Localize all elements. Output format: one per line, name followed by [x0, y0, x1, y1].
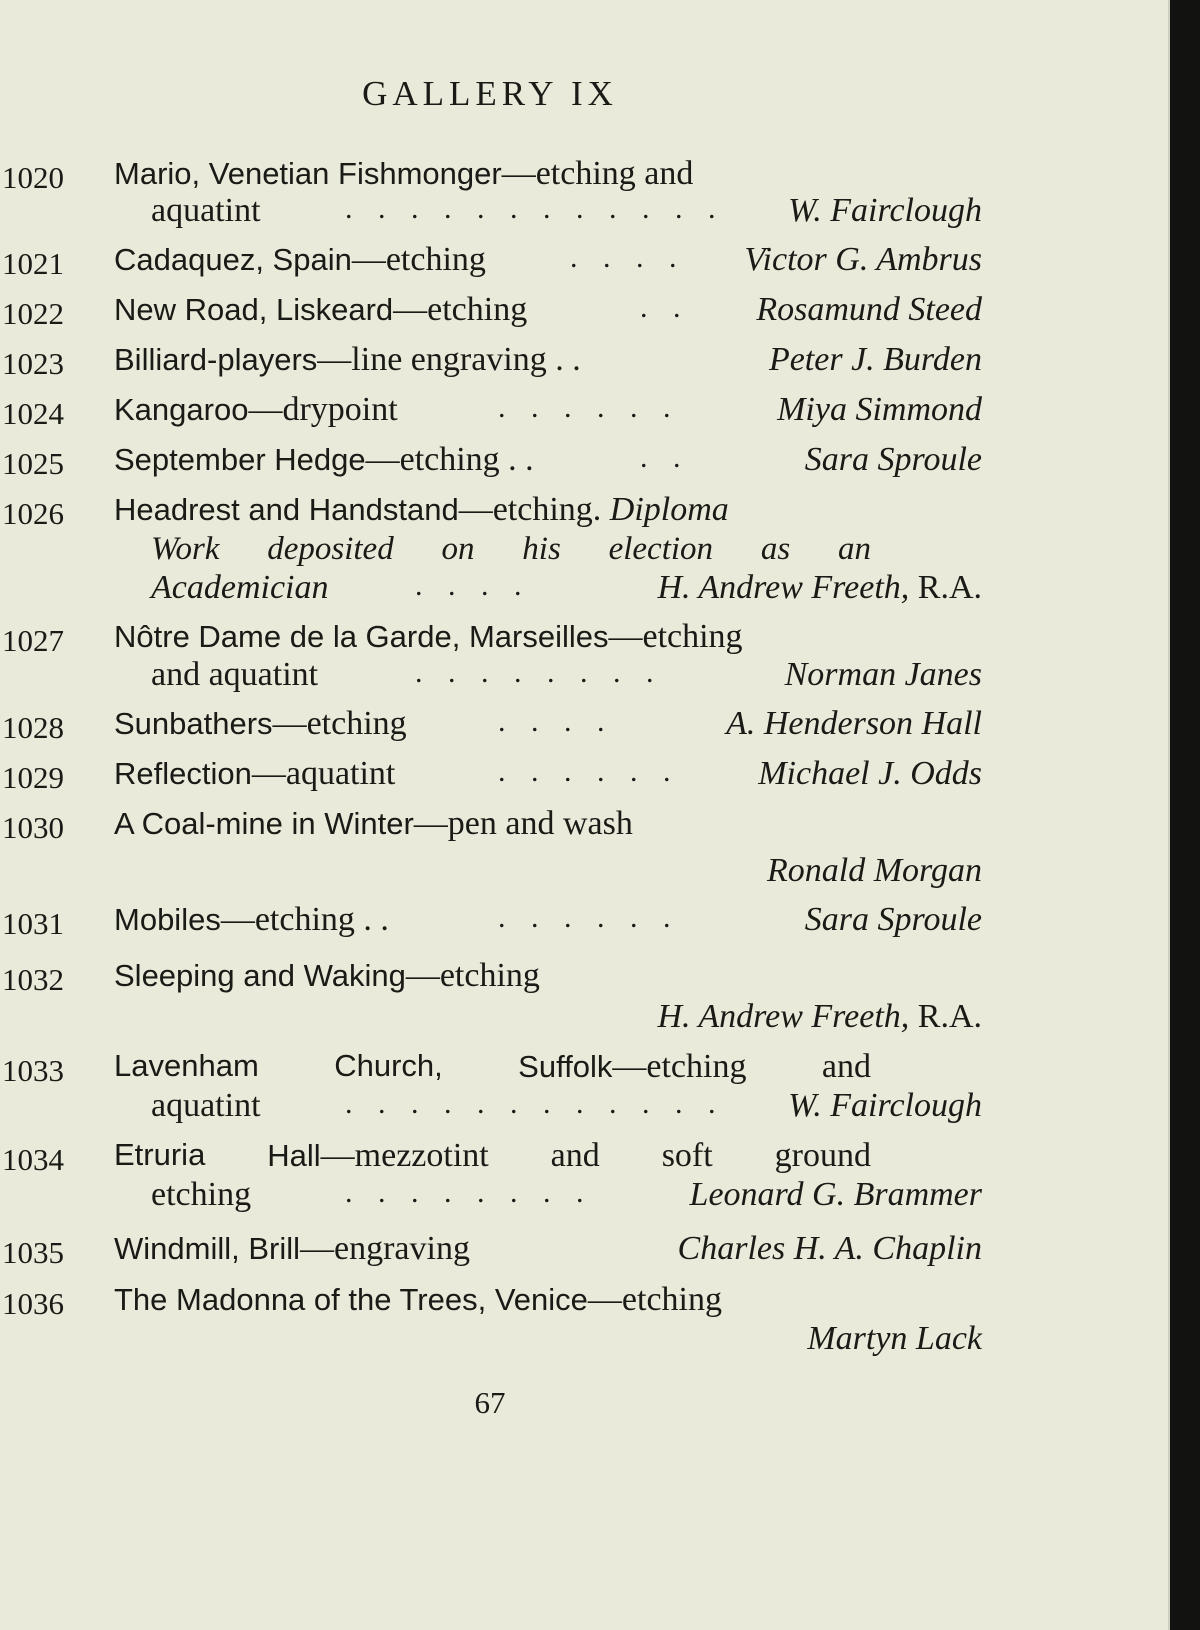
entry-medium: —etching: [612, 1048, 747, 1085]
entry-number: 1031: [2, 906, 64, 941]
note-word: his: [522, 531, 561, 567]
entry-number: 1036: [2, 1286, 64, 1321]
entry-title: Reflection: [114, 756, 252, 791]
entry-title-word: Suffolk: [518, 1049, 613, 1084]
entry-medium: —etching: [405, 957, 540, 994]
entry-title: The Madonna of the Trees, Venice: [114, 1282, 588, 1317]
entry-note-end: Academician: [151, 569, 329, 606]
note-word: deposited: [267, 531, 394, 567]
entry-number: 1029: [2, 760, 64, 795]
leader-dots: . .: [640, 441, 690, 474]
entry-title: Billiard-players: [114, 342, 318, 377]
entry-medium: —etching: [393, 291, 528, 328]
entry-artist: Victor G. Ambrus: [744, 241, 982, 278]
entry-medium: —aquatint: [251, 755, 396, 792]
leader-dots: . . . .: [415, 569, 531, 602]
entry-number: 1034: [2, 1142, 64, 1177]
entry-artist: Leonard G. Brammer: [689, 1176, 982, 1213]
entry-title-line: [114, 618, 743, 656]
entry-artist: Peter J. Burden: [768, 341, 982, 378]
entry-medium-cont: etching: [151, 1176, 252, 1213]
entry-title-line: [114, 705, 407, 743]
entry-artist: Miya Simmond: [777, 391, 982, 428]
entry-medium-word: and: [550, 1137, 600, 1174]
note-word: an: [837, 531, 871, 567]
entry-note: Diploma: [609, 491, 729, 528]
entry-number: 1024: [2, 396, 64, 431]
entry-title-line: [114, 441, 534, 479]
entry-title: Sleeping and Waking: [114, 958, 406, 993]
note-word: on: [441, 531, 475, 567]
entry-artist-line: [657, 569, 982, 607]
entry-medium-word: ground: [774, 1137, 871, 1174]
entry-number: 1030: [2, 810, 64, 845]
entry-medium: —etching and: [501, 155, 694, 192]
entry-medium: —etching: [608, 618, 743, 655]
entry-title-line: [114, 241, 486, 279]
entry-title-word: Lavenham: [114, 1048, 259, 1083]
entry-artist: Ronald Morgan: [766, 852, 982, 889]
entry-title-line: [114, 391, 398, 429]
entry-title-line: [114, 341, 581, 379]
leader-dots: . . . .: [570, 241, 686, 274]
entry-title-line: [114, 155, 693, 193]
entry-title-line: [114, 1048, 871, 1086]
entry-artist: W. Fairclough: [788, 192, 982, 229]
entry-medium: —pen and wash: [413, 805, 633, 842]
entry-number: 1035: [2, 1235, 64, 1270]
note-word: Work: [151, 531, 220, 567]
entry-medium: —line engraving . .: [317, 341, 581, 378]
entry-medium: —engraving: [300, 1230, 470, 1267]
entry-title-word: Church,: [334, 1048, 443, 1083]
entry-title-line: [114, 1230, 470, 1268]
entry-artist-line: [657, 998, 982, 1036]
entry-artist: Martyn Lack: [807, 1320, 982, 1357]
artist-suffix: R.A.: [917, 998, 982, 1035]
entry-medium-word: soft: [661, 1137, 713, 1174]
entry-title: Mobiles: [114, 902, 221, 937]
entry-title-line: [114, 755, 395, 793]
page-heading: GALLERY IX: [362, 74, 618, 113]
entry-title-word: Etruria: [114, 1137, 206, 1172]
entry-artist: Rosamund Steed: [756, 291, 982, 328]
entry-artist: Sara Sproule: [804, 441, 982, 478]
note-word: as: [760, 531, 791, 567]
entry-medium: —etching: [272, 705, 407, 742]
entry-title: Cadaquez, Spain: [114, 242, 352, 277]
entry-number: 1028: [2, 710, 64, 745]
entry-medium: —etching . .: [220, 901, 389, 938]
leader-dots: . .: [640, 291, 690, 324]
entry-number: 1032: [2, 962, 64, 997]
entry-title-line: [114, 1281, 722, 1319]
leader-dots: . . . . . .: [498, 901, 680, 934]
entry-number: 1026: [2, 496, 64, 531]
artist-suffix: R.A.: [917, 569, 982, 606]
entry-medium: —etching: [587, 1281, 722, 1318]
entry-title-medium: [518, 1048, 746, 1086]
entry-title-line: [114, 901, 389, 939]
entry-title: Mario, Venetian Fishmonger: [114, 156, 502, 191]
entry-title: September Hedge: [114, 442, 366, 477]
entry-medium: —mezzotint: [320, 1137, 489, 1174]
entry-title: Kangaroo: [114, 392, 249, 427]
entry-artist: A. Henderson Hall: [726, 705, 982, 742]
entry-title: Headrest and Handstand: [114, 492, 459, 527]
entry-title: New Road, Liskeard: [114, 292, 394, 327]
entry-title: Sunbathers: [114, 706, 273, 741]
entry-note-line: [151, 531, 871, 568]
entry-title-line: [114, 1137, 871, 1175]
entry-number: 1033: [2, 1053, 64, 1088]
entry-medium: —etching: [351, 241, 486, 278]
entry-title-line: [114, 491, 729, 529]
leader-dots: . . . . . . . . . . . .: [345, 1087, 725, 1120]
entry-number: 1025: [2, 446, 64, 481]
entry-medium-word: and: [821, 1048, 871, 1085]
entry-medium: —drypoint: [248, 391, 398, 428]
entry-number: 1021: [2, 246, 64, 281]
entry-title: Nôtre Dame de la Garde, Marseilles: [114, 619, 609, 654]
entry-number: 1023: [2, 346, 64, 381]
entry-title-line: [114, 957, 540, 995]
entry-title-line: [114, 291, 527, 329]
book-spine-shadow: [1170, 0, 1200, 1630]
leader-dots: . . . . . . . .: [345, 1176, 593, 1209]
entry-title-line: [114, 805, 633, 843]
entry-medium-cont: aquatint: [151, 192, 261, 229]
entry-title-medium: [267, 1137, 488, 1175]
leader-dots: . . . . . .: [498, 391, 680, 424]
entry-medium: —etching.: [458, 491, 602, 528]
leader-dots: . . . . . . . .: [415, 656, 663, 689]
leader-dots: . . . . . . . . . . . .: [345, 192, 725, 225]
entry-artist: Charles H. A. Chaplin: [677, 1230, 982, 1267]
entry-artist: Michael J. Odds: [758, 755, 982, 792]
entry-artist: Sara Sproule: [804, 901, 982, 938]
entry-artist: Norman Janes: [784, 656, 982, 693]
entry-number: 1027: [2, 623, 64, 658]
entry-artist: H. Andrew Freeth,: [657, 569, 910, 606]
entry-artist: H. Andrew Freeth,: [657, 998, 910, 1035]
entry-medium: —etching . .: [365, 441, 534, 478]
entry-medium-cont: and aquatint: [151, 656, 319, 693]
entry-title: Windmill, Brill: [114, 1231, 300, 1266]
leader-dots: . . . .: [498, 705, 614, 738]
entry-title-word: Hall: [267, 1138, 321, 1173]
entry-title: A Coal-mine in Winter: [114, 806, 414, 841]
page-number: 67: [474, 1385, 506, 1420]
entry-number: 1022: [2, 296, 64, 331]
entry-medium-cont: aquatint: [151, 1087, 261, 1124]
entry-artist: W. Fairclough: [788, 1087, 982, 1124]
entry-number: 1020: [2, 160, 64, 195]
note-word: election: [608, 531, 714, 567]
leader-dots: . . . . . .: [498, 755, 680, 788]
